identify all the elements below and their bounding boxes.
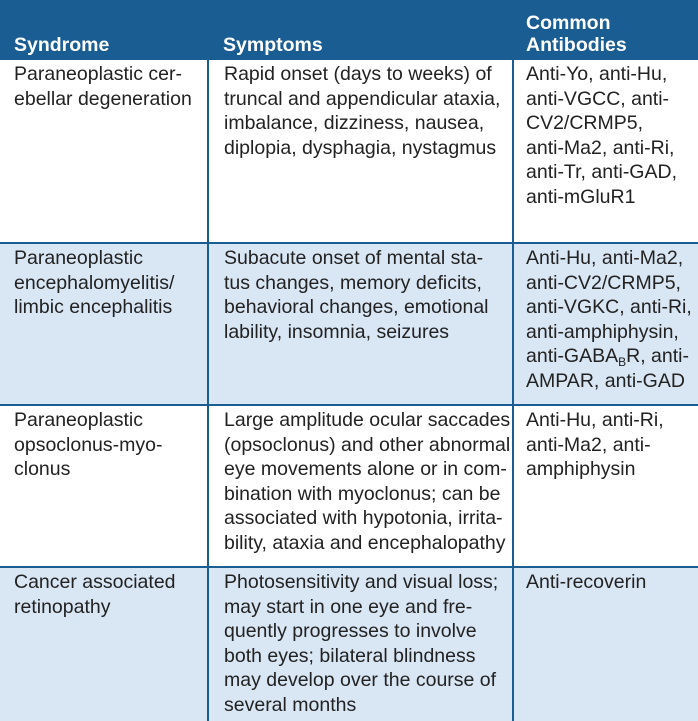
syndrome-cell xyxy=(0,567,208,721)
text-line: Paraneoplastic cer- xyxy=(14,63,182,85)
symptoms-cell xyxy=(208,405,513,567)
text-line: encephalomyelitis/ xyxy=(14,271,175,294)
antibodies-cell xyxy=(513,405,698,567)
text-line: both eyes; bilateral blindness xyxy=(224,644,476,667)
text-line: anti-VGCC, anti- xyxy=(526,87,670,110)
text-line: Paraneoplastic xyxy=(14,409,143,431)
text-line: behavioral changes, emotional xyxy=(224,296,489,318)
syndrome-cell xyxy=(0,405,208,567)
syndrome-cell xyxy=(0,60,208,243)
text-line: diplopia, dysphagia, nystagmus xyxy=(224,136,497,159)
table-row xyxy=(0,243,698,405)
text-line: associated with hypotonia, irrita- xyxy=(224,507,503,529)
table-row xyxy=(0,405,698,567)
text-line: CV2/CRMP5, xyxy=(526,112,644,134)
text-line: may start in one eye and fre- xyxy=(224,595,473,618)
text-line: bination with myoclonus; can be xyxy=(224,482,501,505)
antibodies-cell xyxy=(513,567,698,721)
text-line: tus changes, memory deficits, xyxy=(224,271,482,294)
text-line: imbalance, dizziness, nausea, xyxy=(224,112,485,134)
text-line: bility, ataxia and encephalopathy xyxy=(224,531,506,554)
text-line: anti-Ma2, anti-Ri, xyxy=(526,136,675,159)
text-line: Subacute onset of mental sta- xyxy=(224,247,484,269)
text-line: Paraneoplastic xyxy=(14,247,143,269)
text-line: (opsoclonus) and other abnormal xyxy=(224,433,511,456)
text-line: several months xyxy=(224,693,357,716)
text-line: anti-Tr, anti-GAD, xyxy=(526,161,677,183)
header-antibodies-line1: Common xyxy=(526,12,611,34)
gaba-prefix: anti-GABA xyxy=(526,345,619,367)
table-header-row xyxy=(0,0,698,60)
text-line: eye movements alone or in com- xyxy=(224,458,507,480)
text-line: AMPAR, anti-GAD xyxy=(526,369,685,392)
text-line: ebellar degeneration xyxy=(14,87,192,110)
symptoms-cell xyxy=(208,567,513,721)
symptoms-cell xyxy=(208,60,513,243)
antibodies-cell xyxy=(513,60,698,243)
table-row xyxy=(0,567,698,721)
text-line: Anti-Hu, anti-Ri, xyxy=(526,409,664,431)
text-line: amphiphysin xyxy=(526,458,636,480)
table-row xyxy=(0,60,698,243)
text-line: Rapid onset (days to weeks) of xyxy=(224,63,492,85)
text-line: anti-CV2/CRMP5, xyxy=(526,271,681,294)
text-line: limbic encephalitis xyxy=(14,296,173,318)
symptoms-cell xyxy=(208,243,513,405)
text-line: may develop over the course of xyxy=(224,669,497,691)
text-line: Anti-Hu, anti-Ma2, xyxy=(526,247,684,269)
gaba-suffix: R, anti- xyxy=(626,345,689,367)
text-line: Cancer associated xyxy=(14,571,176,593)
text-line: opsoclonus-myo- xyxy=(14,433,163,456)
text-line-gaba xyxy=(526,344,692,369)
text-line: Photosensitivity and visual loss; xyxy=(224,571,499,593)
text-line: anti-VGKC, anti-Ri, xyxy=(526,296,692,318)
header-common-antibodies xyxy=(513,0,698,60)
gaba-subscript: B xyxy=(618,355,627,369)
text-line: retinopathy xyxy=(14,595,111,618)
text-line: anti-mGluR1 xyxy=(526,185,636,208)
header-symptoms: Symptoms xyxy=(208,0,513,60)
syndrome-cell xyxy=(0,243,208,405)
text-line: lability, insomnia, seizures xyxy=(224,320,450,343)
antibodies-cell xyxy=(513,243,698,405)
text-line: Large amplitude ocular saccades xyxy=(224,409,511,431)
text-line: anti-amphiphysin, xyxy=(526,320,679,343)
text-line: anti-Ma2, anti- xyxy=(526,433,651,456)
text-line: quently progresses to involve xyxy=(224,620,477,642)
text-line: clonus xyxy=(14,458,71,480)
header-antibodies-line2: Antibodies xyxy=(526,34,627,56)
text-line: Anti-Yo, anti-Hu, xyxy=(526,63,668,85)
text-line: Anti-recoverin xyxy=(526,571,647,593)
text-line: truncal and appendicular ataxia, xyxy=(224,87,501,110)
header-syndrome: Syndrome xyxy=(0,0,208,60)
